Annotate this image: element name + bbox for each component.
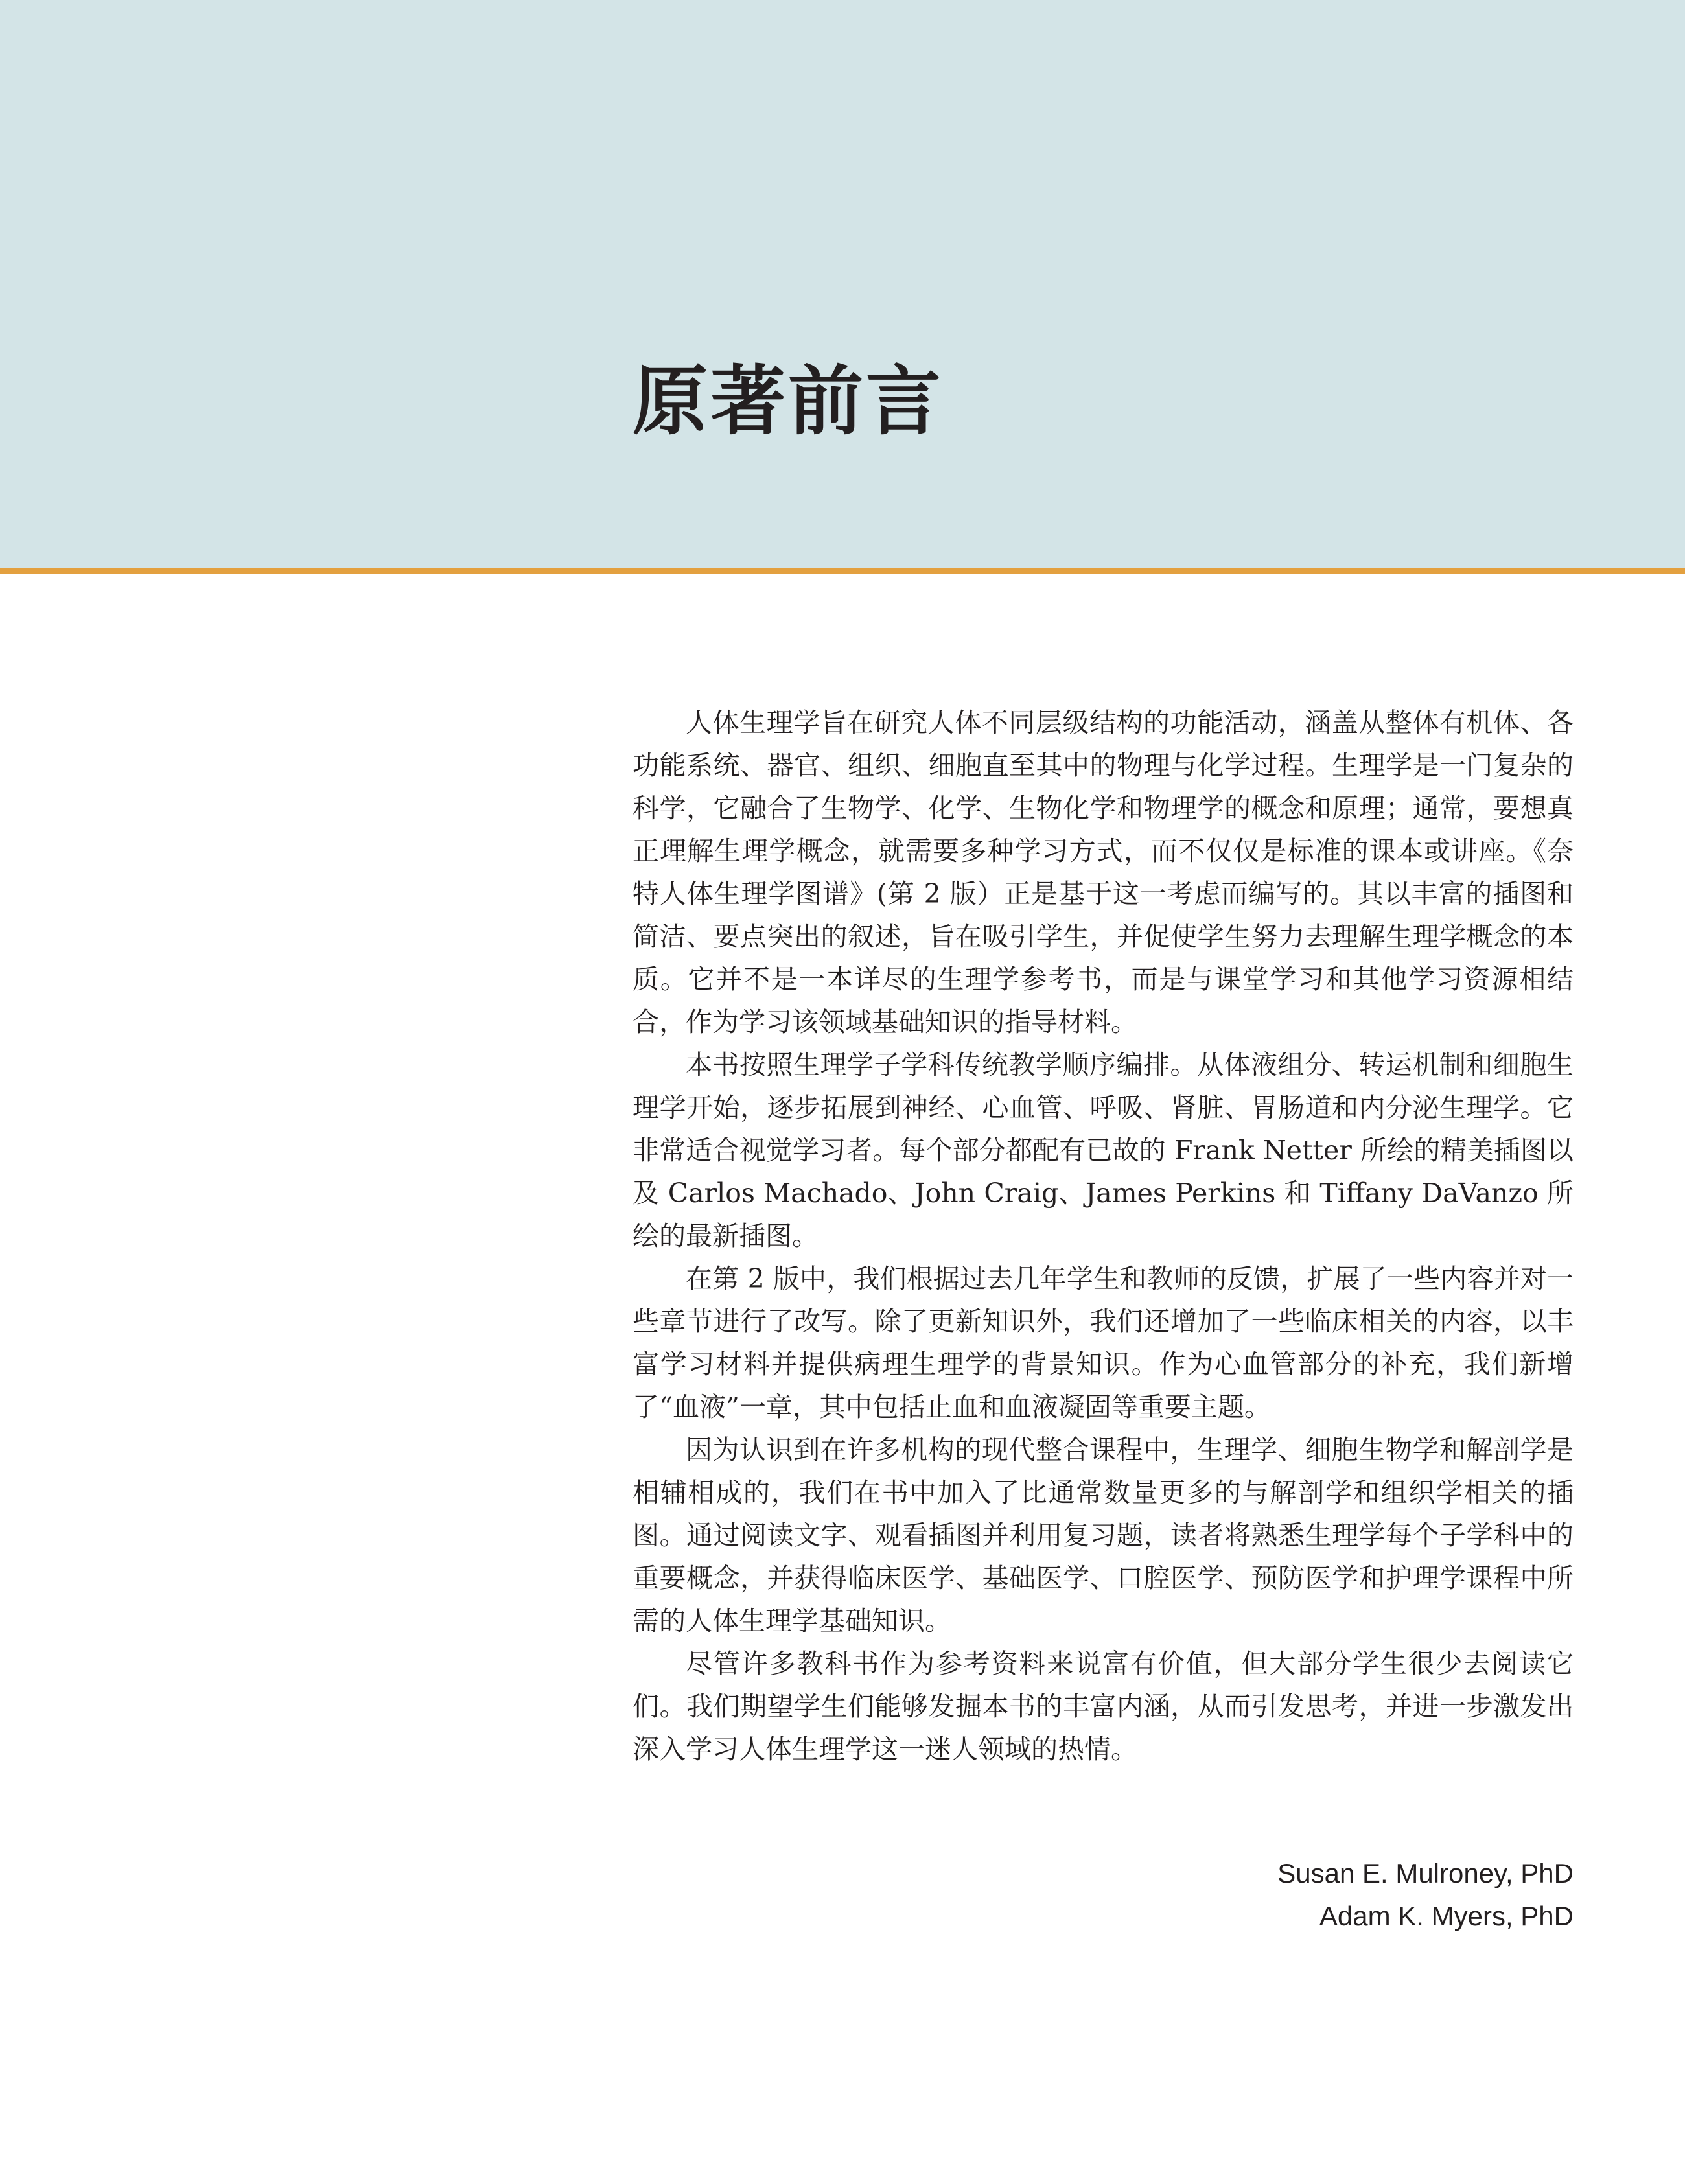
paragraph: 人体生理学旨在研究人体不同层级结构的功能活动，涵盖从整体有机体、各功能系统、器官、组织、细胞直至其中的物理与化学过程。生理学是一门复杂的科学，它融合了生物学、化学、生物化学和物理学的概念和原理；通常，要想真正理解生理学概念，就需要多种学习方式，而不仅仅是标准的课本或讲座。《奈特人体生理学图谱》(第 2 版）正是基于这一考虑而编写的。其以丰富的插图和简洁、要点突出的叙述，旨在吸引学生，并促使学生努力去理解生理学概念的本质。它并不是一本详尽的生理学参考书，而是与课堂学习和其他学习资源相结合，作为学习该领域基础知识的指导材料。 [633, 707, 1574, 1038]
preface-body [633, 701, 1574, 1771]
paragraph: 本书按照生理学子学科传统教学顺序编排。从体液组分、转运机制和细胞生理学开始，逐步拓展到神经、心血管、呼吸、肾脏、胃肠道和内分泌生理学。它非常适合视觉学习者。每个部分都配有已故的 Frank Netter 所绘的精美插图以及 Carlos Machado、John Craig、James Perkins 和 Tiffany DaVanzo 所绘的最新插图。 [633, 1049, 1574, 1251]
header-divider [0, 568, 1685, 574]
paragraph: 在第 2 版中，我们根据过去几年学生和教师的反馈，扩展了一些内容并对一些章节进行了改写。除了更新知识外，我们还增加了一些临床相关的内容，以丰富学习材料并提供病理生理学的背景知识。作为心血管部分的补充，我们新增了“血液”一章，其中包括止血和血液凝固等重要主题。 [633, 1263, 1574, 1423]
paragraph: 尽管许多教科书作为参考资料来说富有价值，但大部分学生很少去阅读它们。我们期望学生们能够发掘本书的丰富内涵，从而引发思考，并进一步激发出深入学习人体生理学这一迷人领域的热情。 [633, 1648, 1574, 1765]
header-band [0, 0, 1685, 568]
page-title: 原著前言 [633, 358, 944, 445]
author-signature [1277, 1852, 1574, 1938]
author-name: Adam K. Myers, PhD [1319, 1901, 1574, 1931]
paragraph: 因为认识到在许多机构的现代整合课程中，生理学、细胞生物学和解剖学是相辅相成的，我们在书中加入了比通常数量更多的与解剖学和组织学相关的插图。通过阅读文字、观看插图并利用复习题，读者将熟悉生理学每个子学科中的重要概念，并获得临床医学、基础医学、口腔医学、预防医学和护理学课程中所需的人体生理学基础知识。 [633, 1434, 1574, 1636]
author-name: Susan E. Mulroney, PhD [1277, 1858, 1574, 1888]
